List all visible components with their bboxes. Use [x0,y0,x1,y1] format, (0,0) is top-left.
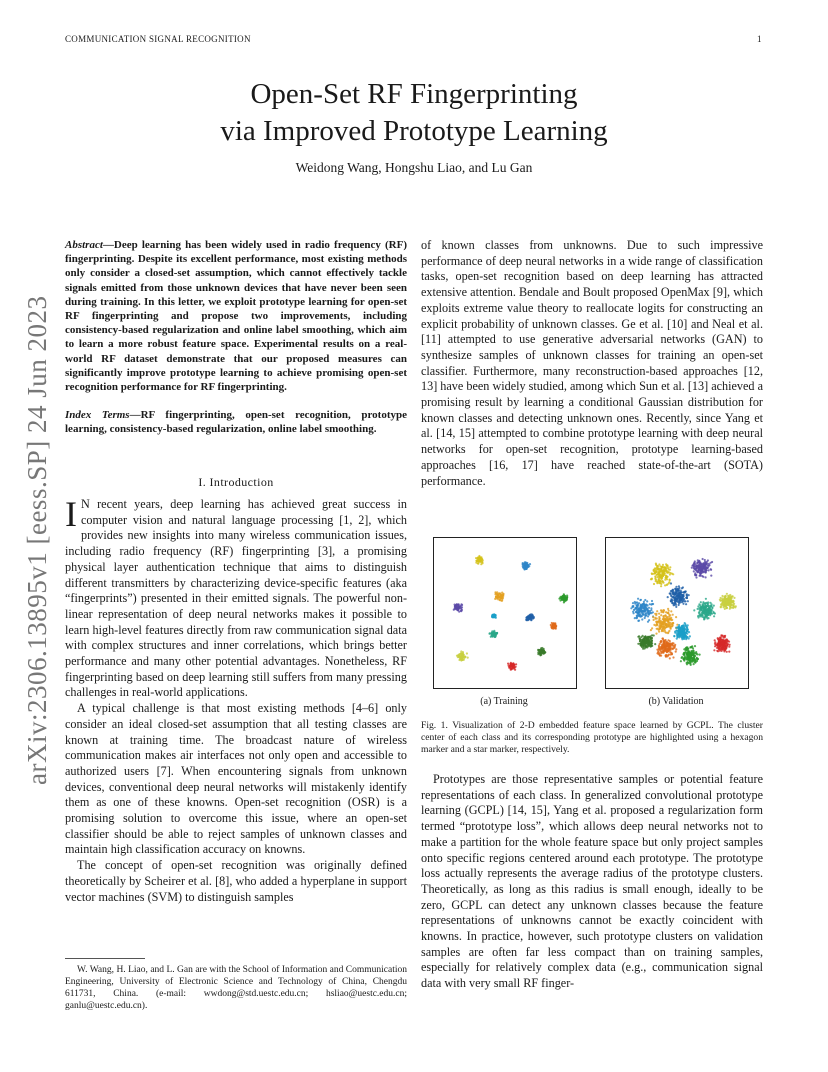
feature-cluster [656,637,677,659]
feature-cluster [719,593,737,610]
feature-cluster [550,622,558,630]
intro-body [65,494,407,905]
title-line-2: via Improved Prototype Learning [220,115,608,147]
training-scatter-svg [434,538,576,688]
author-list: Weidong Wang, Hongshu Liao, and Lu Gan [295,160,533,175]
footnote-rule [65,958,145,959]
feature-cluster [650,608,679,635]
arxiv-identifier: arXiv:2306.13895v1 [eess.SP] 24 Jun 2023 [22,295,52,785]
intro-paragraph-1 [65,494,407,701]
feature-cluster [453,603,464,613]
subcaption-training: (a) Training [480,696,528,707]
title-line-1: Open-Set RF Fingerprinting [250,78,578,110]
feature-cluster [525,613,535,621]
intro-paragraph-1-text: N recent years, deep learning has achieved great success in computer vision and natural language processing [1, 2], which provides new insights into many wireless communication issues, including radio frequency (RF) fingerprinting [3], a promising physical layer authentication technique that aims to distinguish different transmitters by characterizing device-specific features (aka “fingerprints”) presented in their emitted signals. The powerful non-linear representation of deep neural networks makes it possible to learn high-level features directly from raw communication signal data with complex structures and inner correlations, which brings better performance and many other potential advantages. Nonetheless, RF fingerprinting based on deep learning still suffers from many pressing challenges in real-world applications. [65,497,407,700]
prototype-paragraph: Prototypes are those representative samples or potential feature representations of each class. In generalized convolutional prototype learning (GCPL) [14, 15], Yang et al. proposed a regularization form termed “prototype loss”, which allows deep neural networks not to make a partition for the whole feature space but only project samples onto specific regions centered around each prototype. The prototype loss actually represents the average radius of the prototype clusters. Theoretically, as long as this radius is small enough, ideally to be zero, GCPL can detect any unknown classes because the feature representations of unknowns cannot be exactly coincident with knowns. In practice, however, such prototype clusters on validation samples are often far less compact than on training samples, especially for relatively complex data (e.g., communication signal data with very small RF finger- [421,772,763,991]
right-column-text: of known classes from unknowns. Due to such impressive performance of deep neural networks in a wide range of classification tasks, open-set recognition based on deep learning has attracted extensive attention. Bendale and Boult proposed OpenMax [9], which exploits extreme value theory to reallocate logits for constructing an explicit probability of unknown classes. Ge et al. [10] and Neal et al. [11] attempted to use generative adversarial networks (GAN) to synthesize samples of unknown classes for training an open-set classifier. Furthermore, many reconstruction-based approaches [12, 13] have been widely studied, among which Sun et al. [13] achieved a promising result by learning a conditional Gaussian distribution for known classes and detecting unknown ones. Recently, since Yang et al. [14, 15] attempted to combine prototype learning with deep neural networks for open-set recognition, prototype learning-based approaches [16, 17] have reached state-of-the-art (SOTA) performance. [421,238,763,488]
intro-paragraph-2: A typical challenge is that most existing methods [4–6] only consider an ideal closed-set assumption that all testing classes are known at training time. The broadcast nature of wireless communication makes air interfaces not only open and accessible to authorized users [7]. When encountering signals from unknown devices, conventional deep neural networks will mistakenly identify them as one of these knowns. Open-set recognition (OSR) is a promising solution to overcome this issue, where an open-set classifier should be able to reject samples of unknown classes and maintain high classification accuracy on knowns. [65,701,407,857]
index-terms-text: —RF fingerprinting, open-set recognition, prototype learning, consistency-based regularization, online label smoothing. [65,409,407,436]
feature-cluster [491,613,497,619]
validation-scatter-plot [605,537,749,689]
feature-cluster [693,598,716,621]
running-header: COMMUNICATION SIGNAL RECOGNITION [65,34,251,44]
drop-cap: I [65,494,77,534]
figure-caption: Fig. 1. Visualization of 2-D embedded feature space learned by GCPL. The cluster center of each class and its corresponding prototype are highlighted using a hexagon marker and a star marker, respectively. [421,720,763,755]
page-number: 1 [757,34,762,44]
feature-cluster [667,582,690,608]
feature-cluster [522,561,532,570]
affiliation-footnote: W. Wang, H. Liao, and L. Gan are with the School of Information and Communication Engineering, University of Electronic Science and Technology of China, Chengdu 611731, China. (e-mail: wwdong@std.uestc.edu.cn; hsliao@uestc.edu.cn; ganlu@uestc.edu.cn). [65,965,407,1011]
feature-cluster [494,591,505,602]
feature-cluster [691,558,714,579]
feature-cluster [507,662,517,671]
validation-scatter-svg [606,538,748,688]
feature-cluster [673,622,691,640]
abstract-label: Abstract [65,239,103,251]
abstract-text: —Deep learning has been widely used in radio frequency (RF) fingerprinting. Despite its excellent performance, most existing methods only consider a closed-set assumption, which cannot effectively tackle signals emitted from those unknown devices that have never been seen during training. In this letter, we exploit prototype learning for open-set RF fingerprinting and propose two improvements, including consistency-based regularization and online label smoothing, which aim to learn a more robust feature space. Experimental results on a real-world RF dataset demonstrate that our proposed measures can significantly improve prototype learning to achieve promising open-set recognition performance for RF fingerprinting. [65,239,407,394]
feature-cluster [680,645,701,666]
feature-cluster [456,650,469,661]
feature-cluster [475,555,484,565]
abstract [65,238,407,394]
feature-cluster [489,630,499,638]
intro-paragraph-3: The concept of open-set recognition was originally defined theoretically by Scheirer et al. [8], who added a hyperplane in support vector machines (SVM) to distinguish samples [65,858,407,904]
feature-cluster [713,634,730,653]
paper-title [65,76,763,150]
section-heading: I. Introduction [198,475,274,489]
subcaption-validation: (b) Validation [648,696,704,707]
index-terms-label: Index Terms [65,409,130,421]
feature-cluster [637,634,656,650]
feature-cluster [537,647,546,656]
feature-cluster [630,598,654,623]
training-scatter-plot [433,537,577,689]
feature-cluster [558,593,568,603]
index-terms [65,408,407,436]
